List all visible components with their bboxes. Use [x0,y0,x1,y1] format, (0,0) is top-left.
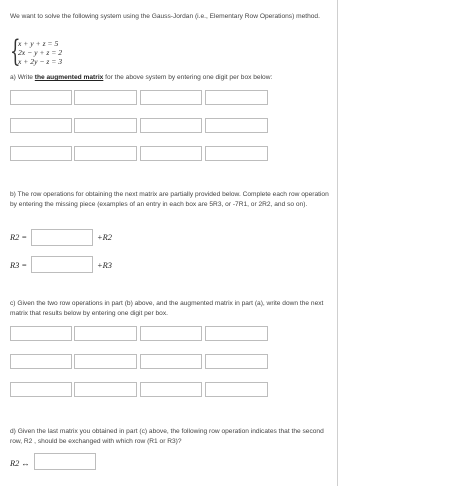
part-b-prompt: b) The row operations for obtaining the next matrix are partially provided below. Complete each row operation by entering the missing piece (examples of an entry in each box are 5R3, or -7R1, or 2R2, and so on). [10,191,329,208]
augmented-matrix-cell[interactable] [74,90,137,105]
part-a-prefix: a) Write [10,74,35,81]
augmented-matrix-cell[interactable] [205,118,268,133]
next-matrix-cell[interactable] [74,382,137,397]
row-op-r2-label: R2 = [10,233,28,242]
part-a-prompt [10,73,330,83]
next-matrix-cell[interactable] [10,326,72,341]
row-op-r3-input[interactable] [31,256,93,273]
next-matrix-cell[interactable] [205,326,268,341]
next-matrix-cell[interactable] [74,354,137,369]
augmented-matrix-cell[interactable] [10,90,72,105]
next-matrix-cell[interactable] [10,382,72,397]
equation-2: 2x − y + z = 2 [18,48,63,57]
part-d-prompt: d) Given the last matrix you obtained in part (c) above, the following row operation indicates that the second row, R2 , should be exchanged with which row (R1 or R3)? [10,428,324,445]
augmented-matrix-cell[interactable] [140,118,202,133]
augmented-matrix-cell[interactable] [140,146,202,161]
next-matrix-cell[interactable] [140,354,202,369]
right-divider [337,0,338,486]
next-matrix-cell[interactable] [140,382,202,397]
swap-label: R2 ↔ [10,459,30,468]
next-matrix-cell[interactable] [205,354,268,369]
part-c-prompt: c) Given the two row operations in part (b) above, and the augmented matrix in part (a), write down the next matrix that results below by entering one digit per box. [10,300,324,317]
augmented-matrix-link[interactable]: the augmented matrix [34,74,104,81]
equation-system [10,34,90,69]
augmented-matrix-cell[interactable] [10,118,72,133]
augmented-matrix-cell[interactable] [74,118,137,133]
augmented-matrix-cell[interactable] [205,90,268,105]
equation-1: x + y + z = 5 [18,39,59,48]
row-op-r3-label: R3 = [10,261,28,270]
part-a-suffix: for the above system by entering one digit per box below: [103,74,273,81]
swap-row-input[interactable] [34,453,96,470]
system-brace: { [10,34,21,69]
row-op-r2-suffix: +R2 [97,233,112,242]
row-op-r2-input[interactable] [31,229,93,246]
next-matrix-cell[interactable] [205,382,268,397]
augmented-matrix-cell[interactable] [205,146,268,161]
row-op-r3-suffix: +R3 [97,261,112,270]
augmented-matrix-cell[interactable] [74,146,137,161]
next-matrix-cell[interactable] [74,326,137,341]
next-matrix-cell[interactable] [10,354,72,369]
intro-text: We want to solve the following system using the Gauss-Jordan (i.e., Elementary Row Operations) method. [10,13,320,20]
augmented-matrix-cell[interactable] [140,90,202,105]
equation-3: x + 2y − z = 3 [18,57,63,66]
next-matrix-cell[interactable] [140,326,202,341]
augmented-matrix-cell[interactable] [10,146,72,161]
